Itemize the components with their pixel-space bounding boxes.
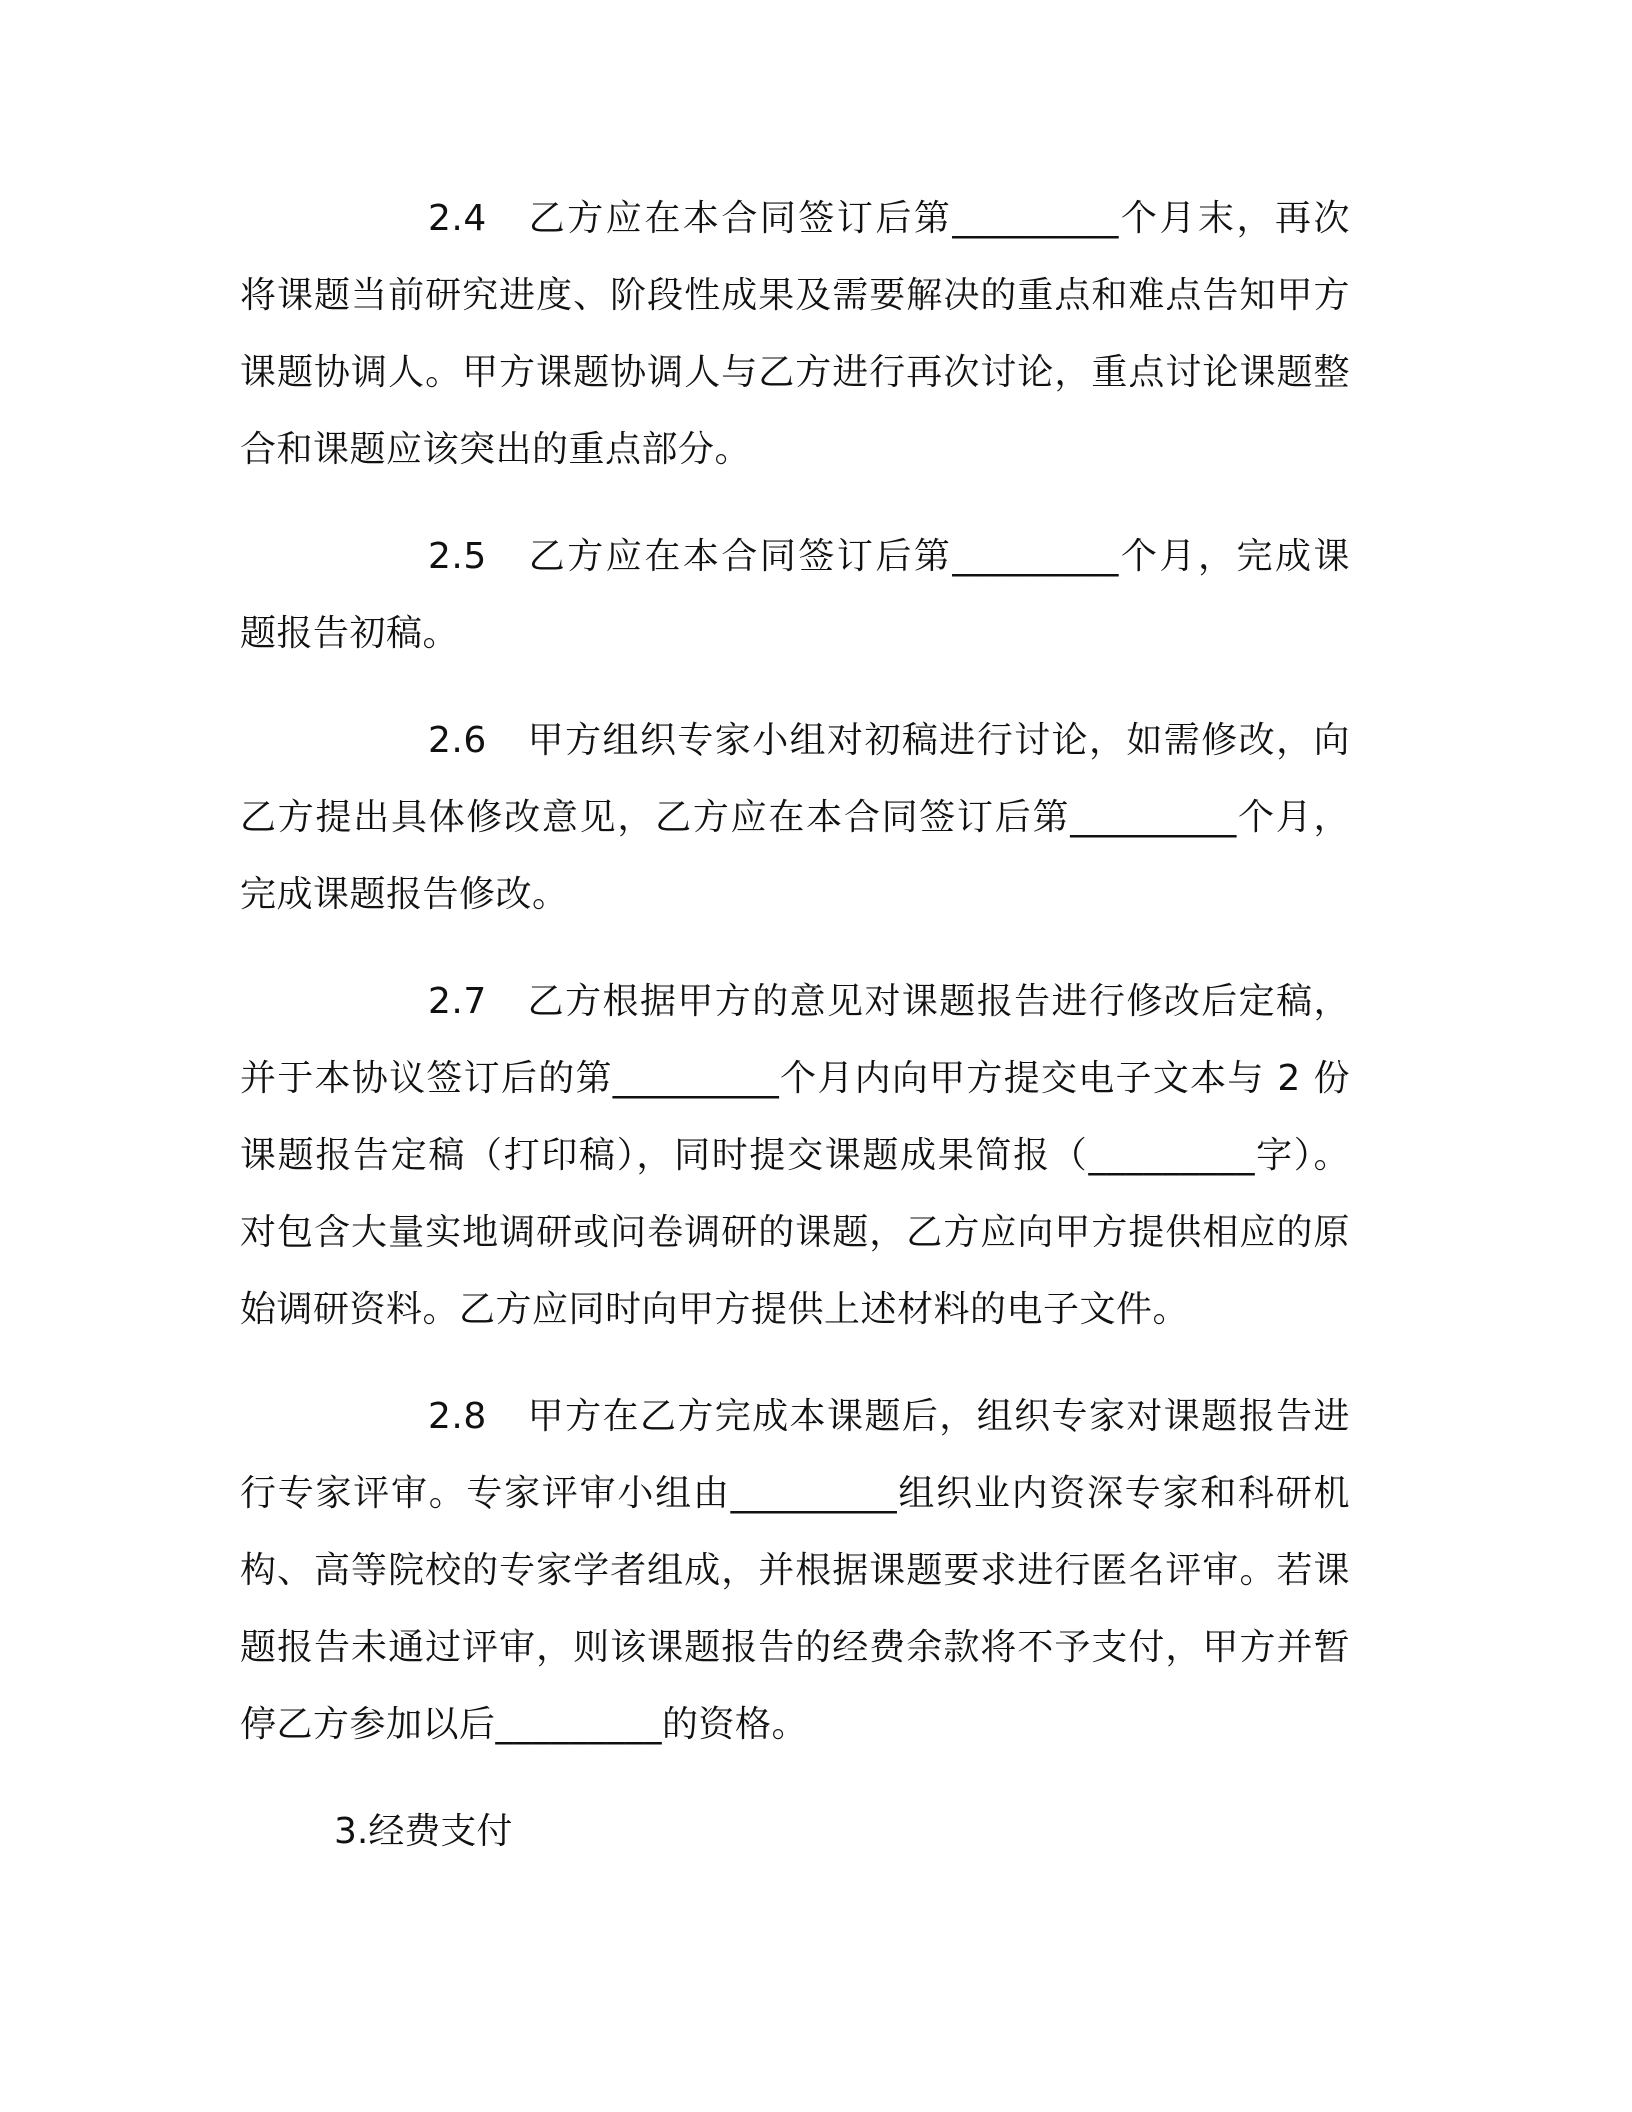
clause-text: 甲方在乙方完成本课题后，组织专家对课题报告进行专家评审。专家评审小组由_________组织业内资深专家和科研机构、高等院校的专家学者组成，并根据课题要求进行匿名评审。若课题报告未通过评审，则该课题报告的经费余款将不予支付，甲方并暂停乙方参加以后_________的资格。 <box>240 1396 1350 1745</box>
clause-number: 2.8 <box>428 1396 487 1437</box>
clause-2-7 <box>240 963 1350 1348</box>
clause-number: 2.7 <box>428 981 487 1022</box>
clause-text: 乙方应在本合同签订后第_________个月末，再次将课题当前研究进度、阶段性成果及需要解决的重点和难点告知甲方课题协调人。甲方课题协调人与乙方进行再次讨论，重点讨论课题整合和课题应该突出的重点部分。 <box>240 198 1350 470</box>
clause-text: 甲方组织专家小组对初稿进行讨论，如需修改，向乙方提出具体修改意见，乙方应在本合同签订后第_________个月，完成课题报告修改。 <box>240 720 1350 915</box>
clause-text: 乙方根据甲方的意见对课题报告进行修改后定稿，并于本协议签订后的第_________个月内向甲方提交电子文本与 2 份课题报告定稿（打印稿），同时提交课题成果简报（_________字）。对包含大量实地调研或问卷调研的课题，乙方应向甲方提供相应的原始调研资料。乙方应同时向甲方提供上述材料的电子文件。 <box>240 981 1350 1330</box>
clause-number: 2.5 <box>428 536 487 577</box>
section-heading: 3.经费支付 <box>334 1811 513 1852</box>
clause-2-8 <box>240 1378 1350 1763</box>
clause-2-5 <box>240 518 1350 672</box>
clause-2-6 <box>240 702 1350 933</box>
clause-number: 2.4 <box>428 198 487 239</box>
document-page <box>240 180 1350 1870</box>
clause-text: 乙方应在本合同签订后第_________个月，完成课题报告初稿。 <box>240 536 1350 654</box>
clause-2-4 <box>240 180 1350 488</box>
clause-number: 2.6 <box>428 720 487 761</box>
